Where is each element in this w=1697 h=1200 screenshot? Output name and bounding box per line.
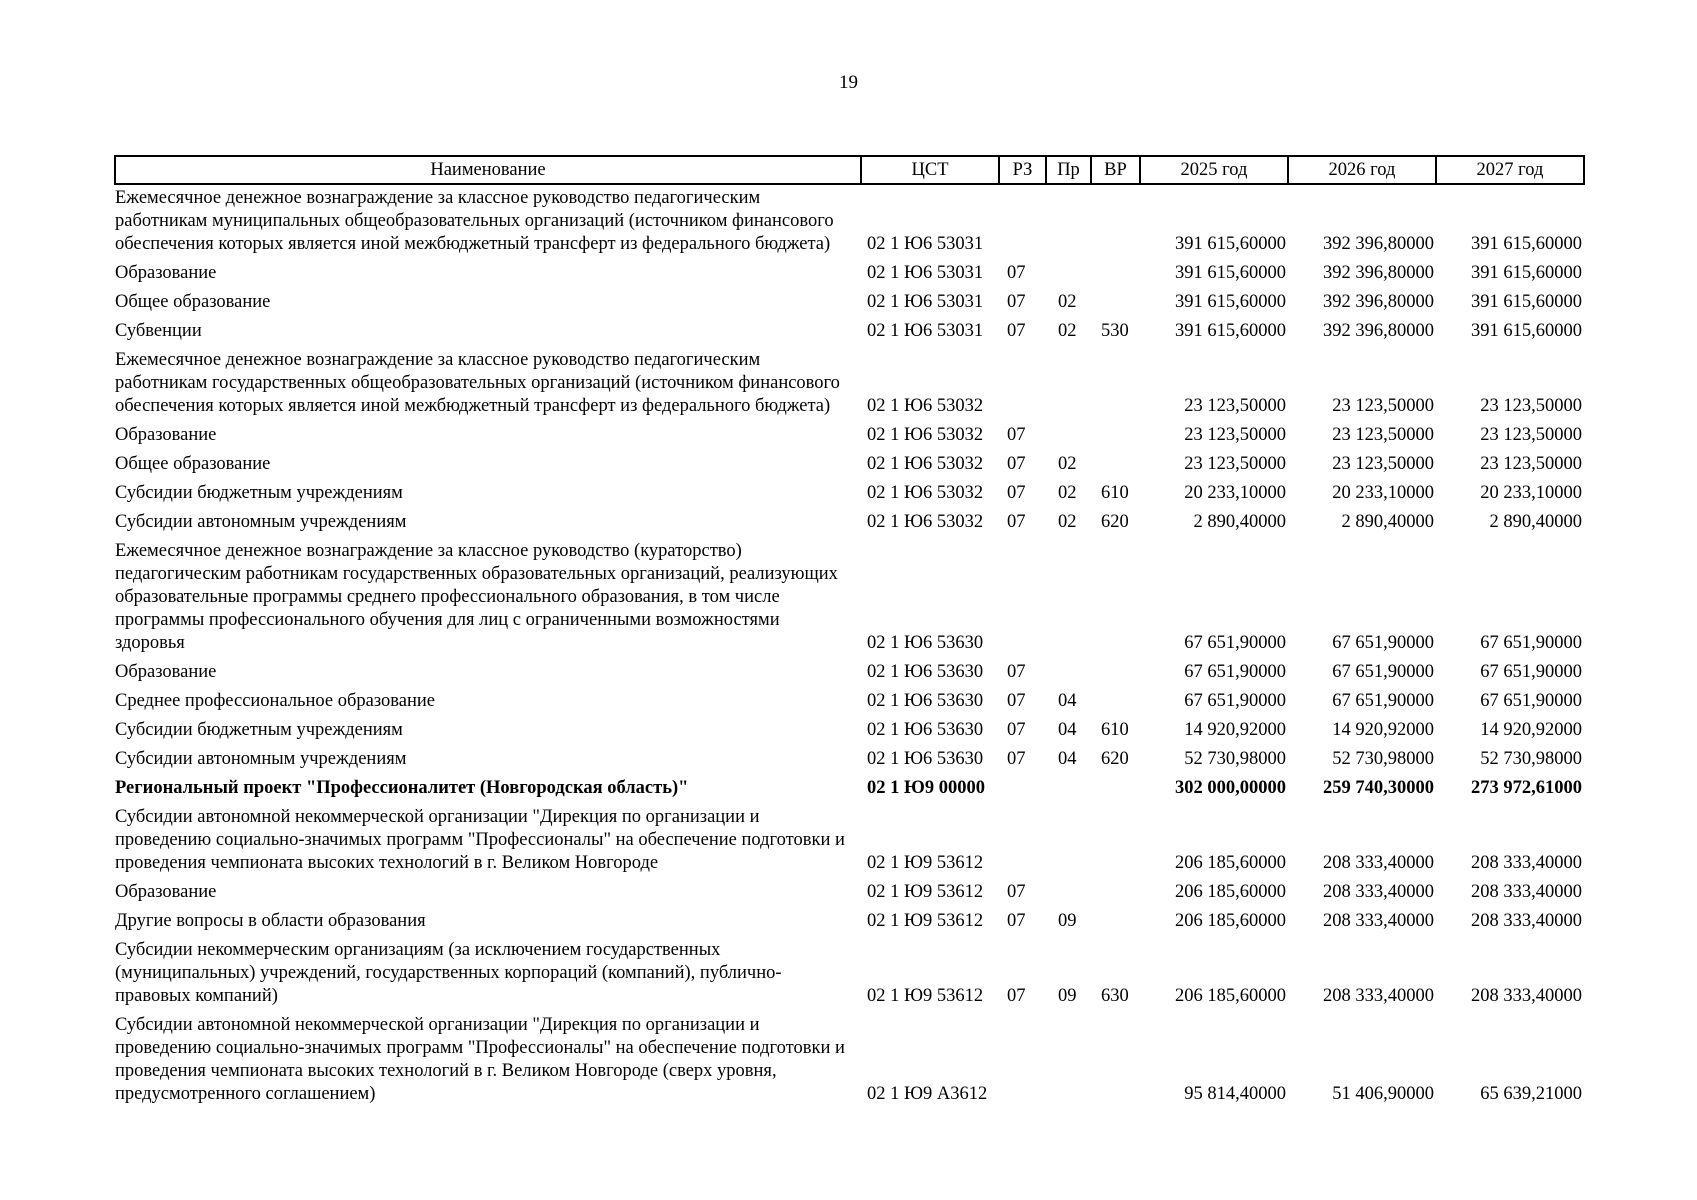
table-row — [115, 659, 1584, 688]
table-row — [115, 318, 1584, 347]
row-rz — [999, 775, 1046, 804]
row-name: Региональный проект "Профессионалитет (Новгородская область)" — [115, 778, 689, 798]
row-value-2026: 208 333,40000 — [1323, 853, 1434, 873]
row-value-2027: 391 615,60000 — [1471, 321, 1582, 341]
table-row — [115, 184, 1584, 260]
row-rz — [999, 184, 1046, 260]
row-name: Образование — [115, 263, 217, 283]
row-pr — [1046, 260, 1091, 289]
row-cst: 02 1 Ю9 А3612 — [867, 1084, 988, 1104]
row-pr — [1046, 659, 1091, 688]
row-vr — [1091, 289, 1140, 318]
row-cst: 02 1 Ю6 53031 — [867, 263, 984, 283]
row-name: Ежемесячное денежное вознаграждение за классное руководство (кураторство) педагогическим работникам государственных образовательных организаций, реализующих образовательные программы среднего профессионального образования, в том числе программы профессионального обучения для лиц с ограниченными возможностями здоровья — [115, 541, 838, 653]
row-name: Образование — [115, 425, 217, 445]
row-cst: 02 1 Ю6 53032 — [867, 512, 984, 532]
table-body — [115, 184, 1584, 1110]
row-value-2025: 391 615,60000 — [1175, 234, 1286, 254]
table-row — [115, 451, 1584, 480]
row-cst: 02 1 Ю6 53630 — [867, 662, 984, 682]
row-vr — [1091, 260, 1140, 289]
row-value-2025: 391 615,60000 — [1175, 321, 1286, 341]
row-name: Субсидии некоммерческим организациям (за исключением государственных (муниципальных) учреждений, государственных корпораций (компаний), публично-правовых компаний) — [115, 940, 782, 1006]
row-pr: 02 — [1058, 512, 1077, 532]
row-value-2026: 259 740,30000 — [1323, 778, 1434, 798]
row-value-2025: 14 920,92000 — [1184, 720, 1286, 740]
table-header-row — [115, 156, 1584, 184]
row-name: Субвенции — [115, 321, 202, 341]
header-name: Наименование — [115, 156, 861, 184]
row-pr: 02 — [1058, 454, 1077, 474]
row-rz — [999, 347, 1046, 422]
row-value-2025: 23 123,50000 — [1184, 454, 1286, 474]
row-value-2027: 2 890,40000 — [1489, 512, 1582, 532]
row-cst: 02 1 Ю6 53630 — [867, 633, 984, 653]
row-name: Общее образование — [115, 292, 271, 312]
row-rz: 07 — [1007, 911, 1026, 931]
row-value-2026: 20 233,10000 — [1332, 483, 1434, 503]
table-row — [115, 347, 1584, 422]
row-value-2025: 206 185,60000 — [1175, 882, 1286, 902]
row-vr — [1091, 184, 1140, 260]
row-value-2026: 14 920,92000 — [1332, 720, 1434, 740]
row-value-2025: 67 651,90000 — [1184, 662, 1286, 682]
row-pr: 04 — [1058, 720, 1077, 740]
row-rz: 07 — [1007, 454, 1026, 474]
row-value-2026: 392 396,80000 — [1323, 292, 1434, 312]
row-cst: 02 1 Ю6 53031 — [867, 292, 984, 312]
row-rz: 07 — [1007, 263, 1026, 283]
row-value-2026: 208 333,40000 — [1323, 986, 1434, 1006]
row-value-2026: 392 396,80000 — [1323, 234, 1434, 254]
header-pr: Пр — [1046, 156, 1091, 184]
row-name: Общее образование — [115, 454, 271, 474]
row-value-2027: 208 333,40000 — [1471, 853, 1582, 873]
row-value-2027: 67 651,90000 — [1480, 633, 1582, 653]
row-value-2026: 392 396,80000 — [1323, 263, 1434, 283]
header-rz: РЗ — [999, 156, 1046, 184]
table-row — [115, 937, 1584, 1012]
row-value-2027: 67 651,90000 — [1480, 691, 1582, 711]
row-value-2027: 20 233,10000 — [1480, 483, 1582, 503]
row-value-2027: 391 615,60000 — [1471, 263, 1582, 283]
row-value-2026: 67 651,90000 — [1332, 662, 1434, 682]
row-rz: 07 — [1007, 882, 1026, 902]
row-value-2025: 23 123,50000 — [1184, 396, 1286, 416]
row-cst: 02 1 Ю9 53612 — [867, 853, 984, 873]
row-value-2025: 20 233,10000 — [1184, 483, 1286, 503]
row-rz: 07 — [1007, 662, 1026, 682]
row-name: Субсидии автономным учреждениям — [115, 749, 407, 769]
row-pr — [1046, 1012, 1091, 1110]
row-cst: 02 1 Ю9 00000 — [867, 778, 985, 798]
row-value-2027: 273 972,61000 — [1471, 778, 1582, 798]
row-cst: 02 1 Ю6 53031 — [867, 234, 984, 254]
row-name: Ежемесячное денежное вознаграждение за классное руководство педагогическим работникам муниципальных общеобразовательных организаций (источником финансового обеспечения которых является иной межбюджетный трансферт из федерального бюджета) — [115, 188, 834, 254]
row-value-2025: 2 890,40000 — [1193, 512, 1286, 532]
row-value-2027: 23 123,50000 — [1480, 425, 1582, 445]
row-cst: 02 1 Ю9 53612 — [867, 882, 984, 902]
row-value-2025: 391 615,60000 — [1175, 263, 1286, 283]
row-vr — [1091, 1012, 1140, 1110]
row-rz — [999, 538, 1046, 659]
header-year-2025: 2025 год — [1140, 156, 1288, 184]
row-value-2027: 14 920,92000 — [1480, 720, 1582, 740]
row-cst: 02 1 Ю6 53630 — [867, 691, 984, 711]
row-name: Субсидии бюджетным учреждениям — [115, 720, 403, 740]
row-value-2025: 52 730,98000 — [1184, 749, 1286, 769]
row-value-2026: 23 123,50000 — [1332, 454, 1434, 474]
row-value-2026: 67 651,90000 — [1332, 633, 1434, 653]
row-value-2026: 52 730,98000 — [1332, 749, 1434, 769]
row-vr: 630 — [1101, 986, 1129, 1006]
row-rz — [999, 1012, 1046, 1110]
row-cst: 02 1 Ю6 53032 — [867, 425, 984, 445]
row-value-2025: 206 185,60000 — [1175, 911, 1286, 931]
row-rz: 07 — [1007, 512, 1026, 532]
row-value-2026: 67 651,90000 — [1332, 691, 1434, 711]
row-pr — [1046, 422, 1091, 451]
row-vr — [1091, 659, 1140, 688]
row-value-2026: 51 406,90000 — [1332, 1084, 1434, 1104]
row-pr — [1046, 347, 1091, 422]
row-value-2025: 67 651,90000 — [1184, 691, 1286, 711]
row-name: Среднее профессиональное образование — [115, 691, 435, 711]
row-vr — [1091, 775, 1140, 804]
table-row — [115, 879, 1584, 908]
table-row — [115, 717, 1584, 746]
row-pr: 04 — [1058, 749, 1077, 769]
row-cst: 02 1 Ю6 53630 — [867, 720, 984, 740]
row-value-2027: 67 651,90000 — [1480, 662, 1582, 682]
row-pr — [1046, 879, 1091, 908]
row-name: Субсидии автономной некоммерческой организации "Дирекция по организации и проведению социально-значимых программ "Профессионалы" на обеспечение подготовки и проведения чемпионата высоких технологий в г. Великом Новгороде (сверх уровня, предусмотренного соглашением) — [115, 1015, 845, 1104]
table-row — [115, 260, 1584, 289]
row-value-2025: 391 615,60000 — [1175, 292, 1286, 312]
row-vr — [1091, 538, 1140, 659]
row-pr: 09 — [1058, 986, 1077, 1006]
row-vr — [1091, 908, 1140, 937]
table-row — [115, 746, 1584, 775]
row-value-2026: 23 123,50000 — [1332, 425, 1434, 445]
row-value-2027: 52 730,98000 — [1480, 749, 1582, 769]
row-name: Субсидии автономной некоммерческой организации "Дирекция по организации и проведению социально-значимых программ "Профессионалы" на обеспечение подготовки и проведения чемпионата высоких технологий в г. Великом Новгороде — [115, 807, 845, 873]
row-name: Другие вопросы в области образования — [115, 911, 426, 931]
row-vr: 530 — [1101, 321, 1129, 341]
table-row — [115, 289, 1584, 318]
row-value-2026: 392 396,80000 — [1323, 321, 1434, 341]
row-value-2025: 23 123,50000 — [1184, 425, 1286, 445]
row-value-2026: 2 890,40000 — [1341, 512, 1434, 532]
row-value-2025: 95 814,40000 — [1184, 1084, 1286, 1104]
row-rz — [999, 804, 1046, 879]
row-vr: 610 — [1101, 483, 1129, 503]
row-value-2027: 391 615,60000 — [1471, 234, 1582, 254]
row-pr — [1046, 804, 1091, 879]
row-name: Образование — [115, 882, 217, 902]
row-value-2025: 206 185,60000 — [1175, 853, 1286, 873]
row-value-2027: 23 123,50000 — [1480, 396, 1582, 416]
row-cst: 02 1 Ю9 53612 — [867, 986, 984, 1006]
page-number: 19 — [839, 72, 858, 93]
row-rz: 07 — [1007, 720, 1026, 740]
row-rz: 07 — [1007, 986, 1026, 1006]
row-vr — [1091, 688, 1140, 717]
row-value-2027: 65 639,21000 — [1480, 1084, 1582, 1104]
row-rz: 07 — [1007, 691, 1026, 711]
row-cst: 02 1 Ю6 53032 — [867, 483, 984, 503]
row-cst: 02 1 Ю9 53612 — [867, 911, 984, 931]
row-cst: 02 1 Ю6 53032 — [867, 454, 984, 474]
row-vr — [1091, 451, 1140, 480]
header-year-2026: 2026 год — [1288, 156, 1436, 184]
table-row — [115, 509, 1584, 538]
row-vr: 620 — [1101, 512, 1129, 532]
row-rz: 07 — [1007, 292, 1026, 312]
row-pr: 02 — [1058, 292, 1077, 312]
row-vr — [1091, 422, 1140, 451]
table-row — [115, 1012, 1584, 1110]
row-pr: 09 — [1058, 911, 1077, 931]
row-pr — [1046, 538, 1091, 659]
row-cst: 02 1 Ю6 53031 — [867, 321, 984, 341]
row-value-2025: 302 000,00000 — [1175, 778, 1286, 798]
row-value-2026: 23 123,50000 — [1332, 396, 1434, 416]
table-row — [115, 480, 1584, 509]
row-pr — [1046, 775, 1091, 804]
row-pr: 02 — [1058, 321, 1077, 341]
row-name: Ежемесячное денежное вознаграждение за классное руководство педагогическим работникам государственных общеобразовательных организаций (источником финансового обеспечения которых является иной межбюджетный трансферт из федерального бюджета) — [115, 350, 840, 416]
row-vr: 620 — [1101, 749, 1129, 769]
row-cst: 02 1 Ю6 53032 — [867, 396, 984, 416]
row-vr: 610 — [1101, 720, 1129, 740]
row-rz: 07 — [1007, 749, 1026, 769]
header-vr: ВР — [1091, 156, 1140, 184]
row-value-2026: 208 333,40000 — [1323, 911, 1434, 931]
row-rz: 07 — [1007, 321, 1026, 341]
row-pr: 04 — [1058, 691, 1077, 711]
header-cst: ЦСТ — [861, 156, 999, 184]
row-name: Образование — [115, 662, 217, 682]
row-value-2025: 67 651,90000 — [1184, 633, 1286, 653]
row-rz: 07 — [1007, 425, 1026, 445]
row-value-2026: 208 333,40000 — [1323, 882, 1434, 902]
row-name: Субсидии автономным учреждениям — [115, 512, 407, 532]
row-rz: 07 — [1007, 483, 1026, 503]
row-name: Субсидии бюджетным учреждениям — [115, 483, 403, 503]
table-row — [115, 775, 1584, 804]
row-value-2027: 208 333,40000 — [1471, 882, 1582, 902]
row-value-2027: 23 123,50000 — [1480, 454, 1582, 474]
table-row — [115, 804, 1584, 879]
row-vr — [1091, 879, 1140, 908]
row-value-2027: 208 333,40000 — [1471, 911, 1582, 931]
row-vr — [1091, 347, 1140, 422]
row-cst: 02 1 Ю6 53630 — [867, 749, 984, 769]
table-row — [115, 422, 1584, 451]
row-pr — [1046, 184, 1091, 260]
table-row — [115, 688, 1584, 717]
budget-table — [114, 155, 1585, 1110]
table-row — [115, 538, 1584, 659]
row-value-2027: 391 615,60000 — [1471, 292, 1582, 312]
row-value-2027: 208 333,40000 — [1471, 986, 1582, 1006]
row-value-2025: 206 185,60000 — [1175, 986, 1286, 1006]
header-year-2027: 2027 год — [1436, 156, 1584, 184]
table-row — [115, 908, 1584, 937]
row-vr — [1091, 804, 1140, 879]
row-pr: 02 — [1058, 483, 1077, 503]
